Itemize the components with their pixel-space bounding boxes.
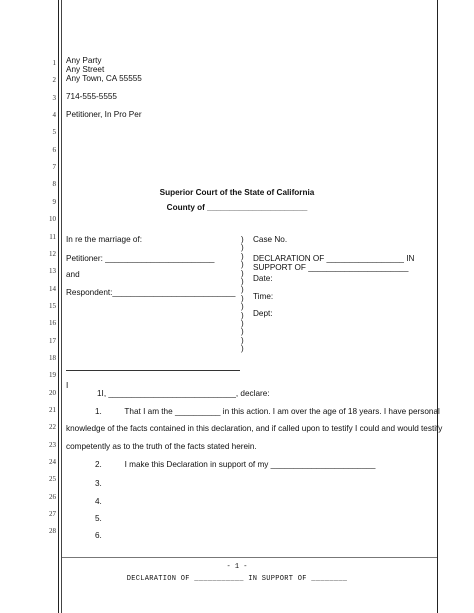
- body-i-line: I: [66, 381, 69, 390]
- line-number: 1: [52, 59, 56, 67]
- line-number: 2: [52, 76, 56, 84]
- line-number: 13: [49, 267, 56, 275]
- line-number: 20: [49, 389, 56, 397]
- line-number: 5: [52, 128, 56, 136]
- line-number: 10: [49, 215, 56, 223]
- body-item-1: 1. That I am the __________ in this action. I am over the age of 18 years. I have personal: [95, 407, 440, 416]
- caption-paren: ): [241, 285, 244, 294]
- line-number: 14: [49, 285, 56, 293]
- right-margin-rule: [437, 0, 438, 613]
- body-item-5: 5.: [95, 514, 102, 523]
- body-declare-line: 1I, ____________________________, declare:: [97, 389, 270, 398]
- party-phone: 714-555-5555: [66, 92, 117, 101]
- line-number: 24: [49, 458, 56, 466]
- caption-dept: Dept:: [253, 309, 273, 318]
- body-item-1-cont-a: knowledge of the facts contained in this declaration, and if called upon to testify I could and would testify: [66, 424, 443, 433]
- caption-time: Time:: [253, 292, 274, 301]
- line-number: 16: [49, 319, 56, 327]
- line-number: 22: [49, 423, 56, 431]
- caption-petitioner: Petitioner: ________________________: [66, 254, 215, 263]
- body-item-4: 4.: [95, 497, 102, 506]
- line-number: 4: [52, 111, 56, 119]
- caption-bottom-rule: [66, 370, 240, 371]
- caption-paren: ): [241, 344, 244, 353]
- caption-marriage: In re the marriage of:: [66, 235, 142, 244]
- caption-paren: ): [241, 302, 244, 311]
- line-number: 17: [49, 337, 56, 345]
- party-name: Any Party: [66, 56, 102, 65]
- caption-declaration-line1: DECLARATION OF _________________ IN: [253, 254, 415, 263]
- caption-paren: ): [241, 327, 244, 336]
- caption-paren: ): [241, 277, 244, 286]
- line-number: 15: [49, 302, 56, 310]
- body-item-2: 2. I make this Declaration in support of my _______________________: [95, 460, 376, 469]
- line-number: 3: [52, 94, 56, 102]
- caption-paren: ): [241, 336, 244, 345]
- left-margin-rule-inner: [61, 0, 62, 613]
- caption-paren: ): [241, 243, 244, 252]
- line-number: 12: [49, 250, 56, 258]
- line-number: 23: [49, 441, 56, 449]
- party-status: Petitioner, In Pro Per: [66, 110, 142, 119]
- line-number: 8: [52, 180, 56, 188]
- caption-and: and: [66, 270, 80, 279]
- caption-respondent: Respondent:___________________________: [66, 288, 236, 297]
- caption-paren: ): [241, 311, 244, 320]
- caption-paren: ): [241, 319, 244, 328]
- line-number: 11: [49, 233, 56, 241]
- left-margin-rule-outer: [58, 0, 59, 613]
- caption-declaration-line2: SUPPORT OF ______________________: [253, 263, 409, 272]
- line-number: 18: [49, 354, 56, 362]
- footer-page-number: - 1 -: [226, 563, 248, 571]
- line-number: 25: [49, 475, 56, 483]
- line-number: 21: [49, 406, 56, 414]
- caption-case-no: Case No.: [253, 235, 288, 244]
- line-number: 6: [52, 146, 56, 154]
- caption-paren: ): [241, 269, 244, 278]
- party-street: Any Street: [66, 65, 105, 74]
- caption-paren: ): [241, 260, 244, 269]
- line-number: 26: [49, 493, 56, 501]
- caption-paren: ): [241, 294, 244, 303]
- caption-date: Date:: [253, 274, 273, 283]
- body-item-1-cont-b: competently as to the truth of the facts stated herein.: [66, 442, 257, 451]
- footer-rule: [62, 557, 437, 558]
- line-number: 19: [49, 371, 56, 379]
- party-city: Any Town, CA 55555: [66, 74, 142, 83]
- caption-paren: ): [241, 252, 244, 261]
- body-item-6: 6.: [95, 531, 102, 540]
- line-number: 9: [52, 198, 56, 206]
- line-number: 27: [49, 510, 56, 518]
- body-item-3: 3.: [95, 479, 102, 488]
- line-number: 7: [52, 163, 56, 171]
- line-number: 28: [49, 527, 56, 535]
- court-title: Superior Court of the State of California: [159, 188, 315, 197]
- caption-paren: ): [241, 235, 244, 244]
- footer-title: DECLARATION OF ___________ IN SUPPORT OF ________: [126, 575, 348, 583]
- court-county: County of ______________________: [166, 203, 308, 212]
